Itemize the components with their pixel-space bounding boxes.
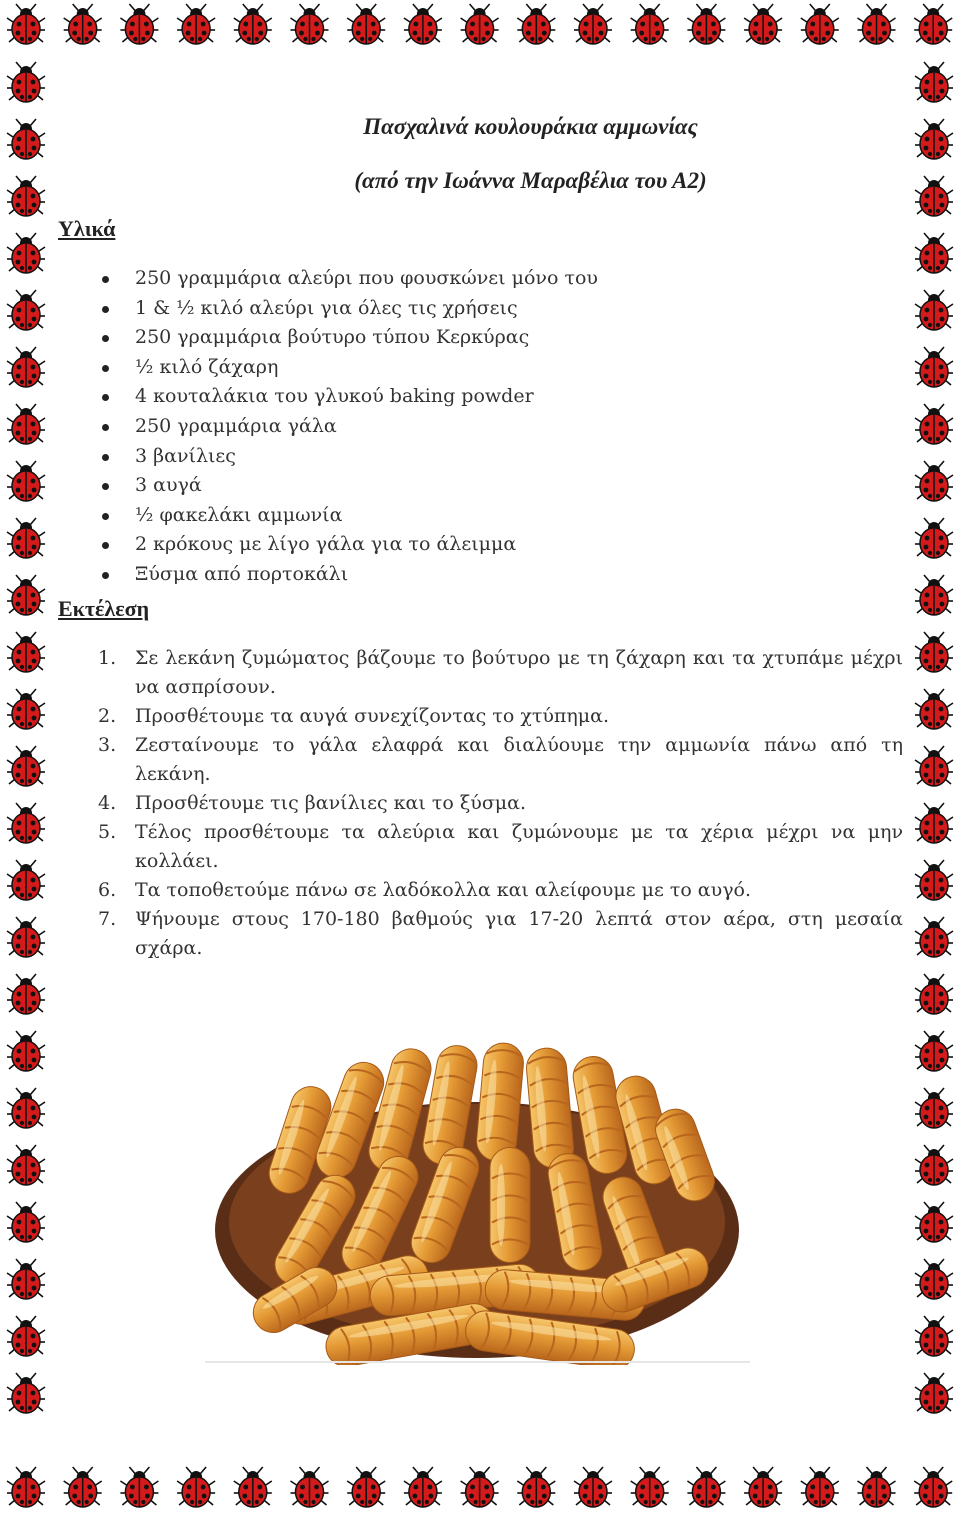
ladybug-icon: [915, 176, 953, 216]
step-text: Τα τοποθετούμε πάνω σε λαδόκολλα και αλείφουμε με το αυγό.: [135, 878, 752, 901]
ladybug-icon: [7, 1467, 45, 1507]
ladybug-icon: [915, 575, 953, 615]
cookie-roll: [490, 1148, 530, 1263]
ladybug-icon: [915, 233, 953, 273]
ladybug-icon: [7, 233, 45, 273]
ladybug-icon: [915, 119, 953, 159]
ladybug-icon: [915, 290, 953, 330]
ladybug-icon: [915, 1031, 953, 1071]
method-step: [58, 702, 903, 731]
bullet-icon: [102, 424, 109, 431]
ingredients-heading: Υλικά: [58, 216, 116, 241]
ingredient-item: [58, 353, 903, 383]
ladybug-icon: [7, 860, 45, 900]
ingredient-item: [58, 560, 903, 590]
method-step: [58, 789, 903, 818]
ladybug-icon: [915, 974, 953, 1014]
ladybug-icon: [7, 119, 45, 159]
bullet-icon: [102, 335, 109, 342]
ladybug-icon: [234, 1467, 272, 1507]
ladybug-icon: [177, 1467, 215, 1507]
ladybug-icon: [915, 62, 953, 102]
bullet-icon: [102, 513, 109, 520]
ingredient-item: [58, 382, 903, 412]
ladybug-icon: [915, 1145, 953, 1185]
bullet-icon: [102, 394, 109, 401]
step-number: 1.: [98, 646, 117, 669]
ladybug-icon: [915, 803, 953, 843]
ladybug-icon: [64, 1467, 102, 1507]
ladybug-icon: [7, 518, 45, 558]
ladybug-icon: [915, 518, 953, 558]
step-number: 7.: [98, 907, 117, 930]
ingredient-text: ½ κιλό ζάχαρη: [135, 355, 279, 378]
method-step: [58, 905, 903, 963]
ladybug-icon: [120, 1467, 158, 1507]
ingredient-item: [58, 442, 903, 472]
step-text: Τέλος προσθέτουμε τα αλεύρια και ζυμώνουμε με τα χέρια μέχρι να μην κολλάει.: [135, 820, 903, 872]
ingredient-text: 250 γραμμάρια γάλα: [135, 414, 337, 437]
recipe-title: [58, 100, 903, 208]
bullet-icon: [102, 542, 109, 549]
method-step: [58, 818, 903, 876]
method-step: [58, 644, 903, 702]
ladybug-icon: [744, 1467, 782, 1507]
ladybug-icon: [574, 4, 612, 44]
ladybug-icon: [347, 1467, 385, 1507]
ladybug-icon: [7, 290, 45, 330]
ladybug-icon: [915, 461, 953, 501]
ladybug-icon: [7, 1088, 45, 1128]
ladybug-icon: [7, 974, 45, 1014]
step-number: 2.: [98, 704, 117, 727]
ladybug-icon: [915, 1088, 953, 1128]
bullet-icon: [102, 483, 109, 490]
ladybug-icon: [7, 575, 45, 615]
step-number: 6.: [98, 878, 117, 901]
ladybug-icon: [801, 1467, 839, 1507]
cookies-photo: [205, 990, 750, 1365]
ladybug-icon: [7, 1202, 45, 1242]
recipe-document: [58, 100, 903, 963]
ingredient-item: [58, 264, 903, 294]
step-number: 5.: [98, 820, 117, 843]
ladybug-icon: [234, 4, 272, 44]
ladybug-icon: [574, 1467, 612, 1507]
ladybug-icon: [7, 1373, 45, 1413]
ladybug-icon: [7, 803, 45, 843]
bullet-icon: [102, 454, 109, 461]
ladybug-icon: [7, 347, 45, 387]
bullet-icon: [102, 365, 109, 372]
ladybug-icon: [744, 4, 782, 44]
ladybug-icon: [404, 1467, 442, 1507]
ladybug-icon: [915, 404, 953, 444]
ladybug-icon: [858, 1467, 896, 1507]
bullet-icon: [102, 276, 109, 283]
step-number: 3.: [98, 733, 117, 756]
ingredient-item: [58, 294, 903, 324]
ladybug-icon: [7, 1316, 45, 1356]
step-text: Προσθέτουμε τα αυγά συνεχίζοντας το χτύπημα.: [135, 704, 609, 727]
method-steps-list: [58, 644, 903, 963]
ladybug-icon: [915, 689, 953, 729]
ladybug-icon: [461, 1467, 499, 1507]
ladybug-icon: [404, 4, 442, 44]
ingredient-text: 3 βανίλιες: [135, 444, 236, 467]
ladybug-icon: [7, 689, 45, 729]
step-text: Προσθέτουμε τις βανίλιες και το ξύσμα.: [135, 791, 527, 814]
ladybug-icon: [858, 4, 896, 44]
ladybug-icon: [915, 917, 953, 957]
ingredient-text: Ξύσμα από πορτοκάλι: [135, 562, 349, 585]
ingredient-text: 4 κουταλάκια του γλυκού baking powder: [135, 385, 534, 408]
ladybug-icon: [7, 1031, 45, 1071]
ladybug-icon: [687, 1467, 725, 1507]
ingredient-text: 250 γραμμάρια αλεύρι που φουσκώνει μόνο του: [135, 267, 598, 289]
step-text: Ψήνουμε στους 170-180 βαθμούς για 17-20 λεπτά στον αέρα, στη μεσαία σχάρα.: [135, 907, 903, 959]
ladybug-icon: [915, 1316, 953, 1356]
ingredient-item: [58, 412, 903, 442]
ladybug-icon: [177, 4, 215, 44]
step-text: Σε λεκάνη ζυμώματος βάζουμε το βούτυρο με τη ζάχαρη και τα χτυπάμε μέχρι να ασπρίσουν.: [135, 646, 903, 698]
ingredient-text: ½ φακελάκι αμμωνία: [135, 503, 343, 526]
ladybug-icon: [801, 4, 839, 44]
ladybug-icon: [120, 4, 158, 44]
ladybug-icon: [7, 461, 45, 501]
ingredient-text: 1 & ½ κιλό αλεύρι για όλες τις χρήσεις: [135, 296, 518, 319]
method-heading: Εκτέλεση: [58, 595, 150, 621]
ladybug-icon: [7, 4, 45, 44]
ladybug-icon: [7, 404, 45, 444]
step-text: Ζεσταίνουμε το γάλα ελαφρά και διαλύουμε την αμμωνία πάνω από τη λεκάνη.: [135, 733, 903, 785]
ladybug-icon: [517, 4, 555, 44]
ladybug-icon: [517, 1467, 555, 1507]
ladybug-icon: [915, 746, 953, 786]
ladybug-icon: [7, 62, 45, 102]
ladybug-icon: [7, 917, 45, 957]
ladybug-icon: [347, 4, 385, 44]
method-step: [58, 876, 903, 905]
ladybug-icon: [914, 4, 952, 44]
bullet-icon: [102, 306, 109, 313]
ladybug-icon: [915, 1259, 953, 1299]
ingredient-item: [58, 323, 903, 353]
ladybug-icon: [291, 4, 329, 44]
ingredients-list: [58, 264, 903, 590]
ladybug-icon: [687, 4, 725, 44]
ladybug-icon: [915, 860, 953, 900]
ingredient-text: 250 γραμμάρια βούτυρο τύπου Κερκύρας: [135, 326, 530, 349]
ladybug-icon: [915, 347, 953, 387]
ladybug-icon: [915, 632, 953, 672]
ingredient-item: [58, 471, 903, 501]
ladybug-icon: [7, 746, 45, 786]
ladybug-icon: [631, 4, 669, 44]
method-step: [58, 731, 903, 789]
ladybug-icon: [631, 1467, 669, 1507]
ingredient-item: [58, 501, 903, 531]
title-line-1: Πασχαλινά κουλουράκια αμμωνίας: [363, 114, 698, 139]
bullet-icon: [102, 572, 109, 579]
ingredient-text: 2 κρόκους με λίγο γάλα για το άλειμμα: [135, 533, 517, 556]
ladybug-icon: [461, 4, 499, 44]
ladybug-icon: [915, 1202, 953, 1242]
ladybug-icon: [64, 4, 102, 44]
ladybug-icon: [915, 1373, 953, 1413]
ladybug-icon: [7, 176, 45, 216]
step-number: 4.: [98, 791, 117, 814]
title-line-2: (από την Ιωάννα Μαραβέλια του Α2): [354, 168, 707, 193]
ladybug-icon: [7, 1259, 45, 1299]
ingredient-item: [58, 530, 903, 560]
ladybug-icon: [7, 1145, 45, 1185]
ladybug-icon: [291, 1467, 329, 1507]
ladybug-icon: [7, 632, 45, 672]
ingredient-text: 3 αυγά: [135, 474, 202, 497]
ladybug-icon: [914, 1467, 952, 1507]
